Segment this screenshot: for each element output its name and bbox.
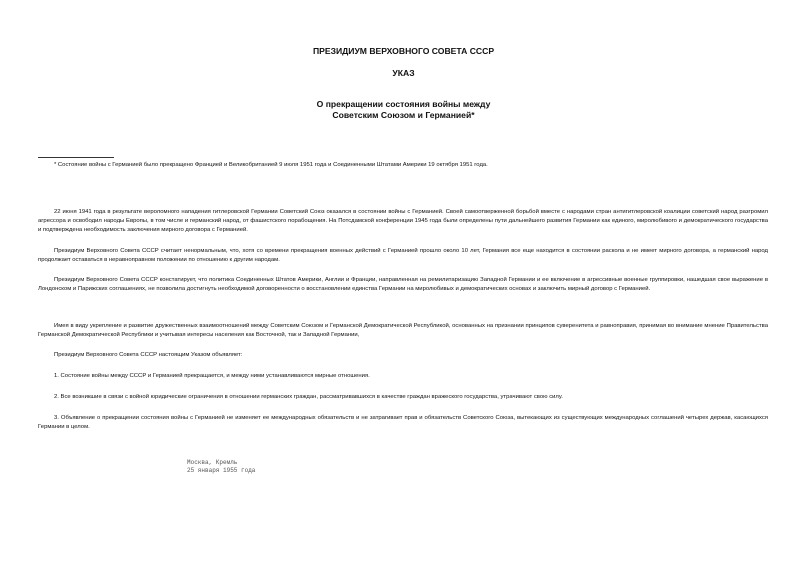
paragraph-point-3: 3. Объявление о прекращении состояния войны с Германией не изменяет ее международных обязательств и не затрагивает прав и обязательств Советского Союза, вытекающих из существующих международных соглашений четырех держав, касающихся Германии в целом. [38,414,768,431]
decree-heading: УКАЗ [392,68,415,78]
signature-date: 25 января 1955 года [187,467,256,474]
paragraph-declaration: Президиум Верховного Совета СССР настоящим Указом объявляет: [54,351,243,358]
decree-title-line-2: Советским Союзом и Германией* [332,110,475,120]
footnote-separator [38,157,114,158]
paragraph-preamble: 22 июня 1941 года в результате вероломного нападения гитлеровской Германии Советский Союз оказался в состоянии войны с Германией. Своей самоотверженной борьбой вместе с народами стран антигитлеровской коалиции советский народ разгромил агрессора и освободил народы Европы, в том числе и германский народ, от фашистского порабощения. На Потсдамской конференции 1945 года были определены пути дальнейшего развития Германии как единого, миролюбивого и демократического государства и подтверждена необходимость заключения мирного договора с Германией. [38,208,768,234]
paragraph-western-policy: Президиум Верховного Совета СССР констатирует, что политика Соединенных Штатов Америки, Англии и Франции, направленная на ремилитаризацию Западной Германии и ее включение в агрессивные военные группировки, нашедшая свое выражение в Лондонском и Парижских соглашениях, не позволила достигнуть необходимой договоренности о восстановлении единства Германии на миролюбивых и демократических основах и заключить мирный договор с Германией. [38,276,768,293]
paragraph-point-2: 2. Все возникшие в связи с войной юридические ограничения в отношении германских граждан, рассматривавшихся в качестве граждан вражеского государства, утрачивают свою силу. [54,393,563,400]
paragraph-gdr-relations: Имея в виду укрепление и развитие дружественных взаимоотношений между Советским Союзом и Германской Демократической Республикой, основанных на признании принципов суверенитета и равноправия, принимая во внимание мнение Правительства Германской Демократической Республики и учитывая интересы населения как Восточной, так и Западной Германии, [38,322,768,339]
issuer-heading: ПРЕЗИДИУМ ВЕРХОВНОГО СОВЕТА СССР [312,46,495,56]
signature-place: Москва, Кремль [187,459,238,466]
decree-title-line-1: О прекращении состояния войны между [316,99,491,109]
decree-title [0,99,807,121]
footnote: * Состояние войны с Германией было прекращено Францией и Великобританией 9 июля 1951 года и Соединенными Штатами Америки 19 октября 1951 года. [54,162,488,168]
paragraph-point-1: 1. Состояние войны между СССР и Германией прекращается, и между ними устанавливаются мирные отношения. [54,372,370,379]
paragraph-abnormal-situation: Президиум Верховного Совета СССР считает ненормальным, что, хотя со времени прекращения военных действий с Германией прошло около 10 лет, Германия все еще находится в состоянии раскола и не имеет мирного договора, а германский народ продолжает оставаться в неравноправном положении по отношению к другим народам. [38,247,768,264]
